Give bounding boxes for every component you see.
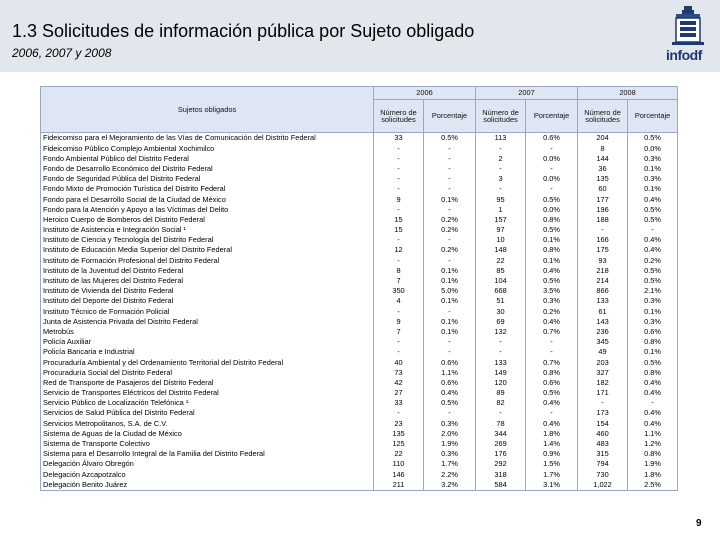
value-cell: 0.2% [424, 225, 476, 235]
value-cell: 157 [476, 215, 526, 225]
subject-name-cell: Heroico Cuerpo de Bomberos del Distrito Federal [41, 215, 374, 225]
col-pct-header: Porcentaje [424, 100, 476, 133]
value-cell: 4 [374, 296, 424, 306]
subject-name-cell: Sistema de Transporte Colectivo [41, 439, 374, 449]
subject-name-cell: Fondo de Seguridad Pública del Distrito Federal [41, 174, 374, 184]
value-cell: 173 [578, 408, 628, 418]
table-row [41, 225, 678, 235]
value-cell: 51 [476, 296, 526, 306]
value-cell: 2 [476, 153, 526, 163]
subject-name-cell: Red de Transporte de Pasajeros del Distrito Federal [41, 378, 374, 388]
table-row [41, 153, 678, 163]
subject-name-cell: Fideicomiso para el Mejoramiento de las Vías de Comunicación del Distrito Federal [41, 133, 374, 144]
subject-name-cell: Policía Auxiliar [41, 337, 374, 347]
value-cell: 315 [578, 449, 628, 459]
value-cell: 668 [476, 286, 526, 296]
value-cell: 2.5% [628, 479, 678, 490]
table-row [41, 357, 678, 367]
value-cell: 1,022 [578, 479, 628, 490]
value-cell: 0.3% [424, 449, 476, 459]
value-cell: 0.5% [628, 276, 678, 286]
subject-name-cell: Instituto de las Mujeres del Distrito Federal [41, 276, 374, 286]
value-cell: - [424, 255, 476, 265]
value-cell: 49 [578, 347, 628, 357]
value-cell: 0.2% [526, 306, 578, 316]
value-cell: - [476, 337, 526, 347]
value-cell: 0.2% [424, 245, 476, 255]
value-cell: 345 [578, 337, 628, 347]
value-cell: 0.4% [628, 194, 678, 204]
value-cell: 0.1% [628, 347, 678, 357]
page-title: 1.3 Solicitudes de información pública por Sujeto obligado [12, 21, 475, 41]
value-cell: 0.8% [526, 215, 578, 225]
value-cell: 3.2% [424, 479, 476, 490]
col-num-header: Número de solicitudes [578, 100, 628, 133]
year-header: 2007 [476, 87, 578, 100]
value-cell: 110 [374, 459, 424, 469]
table-row [41, 459, 678, 469]
value-cell: 15 [374, 225, 424, 235]
value-cell: 0.6% [424, 357, 476, 367]
subject-name-cell: Instituto de Formación Profesional del Distrito Federal [41, 255, 374, 265]
subject-name-cell: Fondo para la Atención y Apoyo a las Víctimas del Delito [41, 204, 374, 214]
value-cell: 0.8% [526, 367, 578, 377]
value-cell: 0.1% [424, 276, 476, 286]
table-row [41, 255, 678, 265]
subject-name-cell: Delegación Benito Juárez [41, 479, 374, 490]
value-cell: 1 [476, 204, 526, 214]
value-cell: 40 [374, 357, 424, 367]
value-cell: 211 [374, 479, 424, 490]
table-row [41, 408, 678, 418]
value-cell: 89 [476, 388, 526, 398]
value-cell: 42 [374, 378, 424, 388]
value-cell: 0.4% [424, 388, 476, 398]
table-row [41, 164, 678, 174]
value-cell: 0.1% [424, 194, 476, 204]
subject-name-cell: Sistema de Aguas de la Ciudad de México [41, 428, 374, 438]
table-row [41, 143, 678, 153]
value-cell: 1.7% [526, 469, 578, 479]
table-row [41, 306, 678, 316]
value-cell: 0.3% [628, 153, 678, 163]
value-cell: 0.4% [628, 245, 678, 255]
value-cell: 236 [578, 327, 628, 337]
value-cell: 146 [374, 469, 424, 479]
table-row [41, 367, 678, 377]
value-cell: - [424, 337, 476, 347]
value-cell: 135 [374, 428, 424, 438]
table-row [41, 449, 678, 459]
subject-name-cell: Junta de Asistencia Privada del Distrito Federal [41, 316, 374, 326]
value-cell: - [374, 337, 424, 347]
value-cell: 177 [578, 194, 628, 204]
value-cell: 0.0% [628, 143, 678, 153]
value-cell: 292 [476, 459, 526, 469]
value-cell: 95 [476, 194, 526, 204]
subject-name-cell: Procuraduría Ambiental y del Ordenamiento Territorial del Distrito Federal [41, 357, 374, 367]
table-row [41, 194, 678, 204]
subject-name-cell: Servicios de Salud Pública del Distrito Federal [41, 408, 374, 418]
value-cell: 0.4% [628, 418, 678, 428]
value-cell: 0.3% [628, 296, 678, 306]
value-cell: 350 [374, 286, 424, 296]
value-cell: - [526, 347, 578, 357]
value-cell: 36 [578, 164, 628, 174]
value-cell: - [476, 143, 526, 153]
subject-name-cell: Servicios Metropolitanos, S.A. de C.V. [41, 418, 374, 428]
subject-name-cell: Instituto de la Juventud del Distrito Federal [41, 265, 374, 275]
value-cell: - [526, 164, 578, 174]
value-cell: 188 [578, 215, 628, 225]
value-cell: - [424, 164, 476, 174]
table-row [41, 286, 678, 296]
table-row [41, 133, 678, 144]
value-cell: 0.5% [628, 204, 678, 214]
value-cell: 460 [578, 428, 628, 438]
subject-name-cell: Instituto de Educación Media Superior del Distrito Federal [41, 245, 374, 255]
col-num-header: Número de solicitudes [476, 100, 526, 133]
value-cell: - [374, 153, 424, 163]
table-row [41, 174, 678, 184]
subject-name-cell: Policía Bancaria e Industrial [41, 347, 374, 357]
col-num-header: Número de solicitudes [374, 100, 424, 133]
value-cell: 1.7% [424, 459, 476, 469]
value-cell: - [424, 408, 476, 418]
value-cell: 10 [476, 235, 526, 245]
value-cell: 23 [374, 418, 424, 428]
value-cell: - [374, 235, 424, 245]
value-cell: 22 [374, 449, 424, 459]
value-cell: 1.9% [424, 439, 476, 449]
value-cell: 0.8% [628, 337, 678, 347]
value-cell: 97 [476, 225, 526, 235]
table-row [41, 388, 678, 398]
table-row [41, 235, 678, 245]
value-cell: 0.3% [526, 296, 578, 306]
page-number: 9 [696, 518, 702, 529]
value-cell: 2.0% [424, 428, 476, 438]
value-cell: 0.4% [628, 378, 678, 388]
value-cell: 0.1% [628, 184, 678, 194]
value-cell: 0.6% [628, 327, 678, 337]
page-header [0, 0, 720, 72]
value-cell: 203 [578, 357, 628, 367]
value-cell: 166 [578, 235, 628, 245]
value-cell: 1.1% [424, 367, 476, 377]
value-cell: 125 [374, 439, 424, 449]
value-cell: 0.4% [628, 388, 678, 398]
subject-name-cell: Instituto de Ciencia y Tecnología del Distrito Federal [41, 235, 374, 245]
value-cell: 171 [578, 388, 628, 398]
value-cell: 866 [578, 286, 628, 296]
subject-name-cell: Fondo Mixto de Promoción Turística del Distrito Federal [41, 184, 374, 194]
table-row [41, 398, 678, 408]
value-cell: 175 [578, 245, 628, 255]
value-cell: - [476, 408, 526, 418]
value-cell: 113 [476, 133, 526, 144]
value-cell: - [374, 143, 424, 153]
value-cell: 133 [476, 357, 526, 367]
table-row [41, 215, 678, 225]
value-cell: 0.8% [628, 367, 678, 377]
value-cell: 27 [374, 388, 424, 398]
value-cell: 22 [476, 255, 526, 265]
value-cell: 148 [476, 245, 526, 255]
value-cell: 214 [578, 276, 628, 286]
value-cell: - [424, 347, 476, 357]
value-cell: - [424, 184, 476, 194]
table-row [41, 245, 678, 255]
value-cell: - [526, 143, 578, 153]
value-cell: 0.4% [526, 398, 578, 408]
value-cell: 33 [374, 398, 424, 408]
value-cell: 3.5% [526, 286, 578, 296]
value-cell: - [476, 184, 526, 194]
value-cell: 82 [476, 398, 526, 408]
value-cell: - [424, 204, 476, 214]
solicitudes-table [40, 86, 678, 491]
table-row [41, 479, 678, 490]
value-cell: 135 [578, 174, 628, 184]
value-cell: - [374, 184, 424, 194]
value-cell: 483 [578, 439, 628, 449]
value-cell: - [578, 398, 628, 408]
value-cell: - [424, 153, 476, 163]
value-cell: 176 [476, 449, 526, 459]
value-cell: 7 [374, 276, 424, 286]
subject-name-cell: Servicio Público de Localización Telefónica ¹ [41, 398, 374, 408]
value-cell: 0.1% [424, 327, 476, 337]
value-cell: 0.5% [526, 388, 578, 398]
value-cell: 218 [578, 265, 628, 275]
value-cell: 0.6% [526, 133, 578, 144]
subject-name-cell: Instituto de Vivienda del Distrito Federal [41, 286, 374, 296]
subject-name-cell: Fideicomiso Público Complejo Ambiental Xochimilco [41, 143, 374, 153]
value-cell: 0.8% [628, 449, 678, 459]
value-cell: 0.3% [628, 316, 678, 326]
value-cell: 3.1% [526, 479, 578, 490]
value-cell: 0.9% [526, 449, 578, 459]
value-cell: 120 [476, 378, 526, 388]
table-row [41, 265, 678, 275]
value-cell: 144 [578, 153, 628, 163]
col-pct-header: Porcentaje [628, 100, 678, 133]
value-cell: 0.0% [526, 174, 578, 184]
value-cell: 0.4% [526, 316, 578, 326]
value-cell: - [578, 225, 628, 235]
value-cell: 0.5% [424, 398, 476, 408]
value-cell: 0.6% [526, 378, 578, 388]
value-cell: 318 [476, 469, 526, 479]
value-cell: 1.8% [628, 469, 678, 479]
value-cell: - [374, 174, 424, 184]
value-cell: - [526, 408, 578, 418]
value-cell: 0.5% [628, 215, 678, 225]
value-cell: - [374, 347, 424, 357]
subject-header: Sujetos obligados [41, 87, 374, 133]
subject-name-cell: Delegación Azcapotzalco [41, 469, 374, 479]
value-cell: 133 [578, 296, 628, 306]
value-cell: - [374, 204, 424, 214]
value-cell: 73 [374, 367, 424, 377]
value-cell: 0.8% [526, 245, 578, 255]
value-cell: 0.5% [628, 357, 678, 367]
subject-name-cell: Instituto Técnico de Formación Policial [41, 306, 374, 316]
value-cell: 0.1% [628, 164, 678, 174]
value-cell: 0.5% [526, 225, 578, 235]
value-cell: 0.5% [424, 133, 476, 144]
value-cell: - [374, 306, 424, 316]
table-row [41, 439, 678, 449]
value-cell: 196 [578, 204, 628, 214]
table-row [41, 184, 678, 194]
value-cell: 0.5% [628, 133, 678, 144]
table-row [41, 276, 678, 286]
table-row [41, 347, 678, 357]
value-cell: 33 [374, 133, 424, 144]
value-cell: - [526, 184, 578, 194]
value-cell: - [424, 235, 476, 245]
table-row [41, 337, 678, 347]
subject-name-cell: Instituto de Asistencia e Integración Social ¹ [41, 225, 374, 235]
value-cell: 0.6% [424, 378, 476, 388]
value-cell: 154 [578, 418, 628, 428]
value-cell: 132 [476, 327, 526, 337]
value-cell: - [628, 225, 678, 235]
value-cell: 60 [578, 184, 628, 194]
subject-name-cell: Fondo Ambiental Público del Distrito Federal [41, 153, 374, 163]
value-cell: 1.9% [628, 459, 678, 469]
value-cell: 269 [476, 439, 526, 449]
value-cell: 0.1% [424, 316, 476, 326]
table-row [41, 316, 678, 326]
value-cell: 0.0% [526, 204, 578, 214]
value-cell: 61 [578, 306, 628, 316]
subject-name-cell: Instituto del Deporte del Distrito Federal [41, 296, 374, 306]
value-cell: 1.5% [526, 459, 578, 469]
value-cell: 327 [578, 367, 628, 377]
value-cell: 584 [476, 479, 526, 490]
year-header: 2006 [374, 87, 476, 100]
subject-name-cell: Fondo para el Desarrollo Social de la Ciudad de México [41, 194, 374, 204]
value-cell: - [374, 408, 424, 418]
table-row [41, 418, 678, 428]
table-row [41, 296, 678, 306]
value-cell: 0.4% [628, 235, 678, 245]
value-cell: 85 [476, 265, 526, 275]
value-cell: 1.8% [526, 428, 578, 438]
subject-name-cell: Procuraduría Social del Distrito Federal [41, 367, 374, 377]
value-cell: 69 [476, 316, 526, 326]
value-cell: 0.5% [526, 194, 578, 204]
subject-name-cell: Delegación Álvaro Obregón [41, 459, 374, 469]
value-cell: 93 [578, 255, 628, 265]
subject-name-cell: Metrobús [41, 327, 374, 337]
value-cell: 8 [374, 265, 424, 275]
value-cell: - [424, 174, 476, 184]
value-cell: 149 [476, 367, 526, 377]
value-cell: - [476, 347, 526, 357]
value-cell: 5.0% [424, 286, 476, 296]
value-cell: 0.5% [526, 276, 578, 286]
value-cell: 7 [374, 327, 424, 337]
value-cell: 9 [374, 316, 424, 326]
value-cell: 794 [578, 459, 628, 469]
year-header: 2008 [578, 87, 678, 100]
value-cell: 0.2% [628, 255, 678, 265]
col-pct-header: Porcentaje [526, 100, 578, 133]
value-cell: - [526, 337, 578, 347]
logo-wordmark: infodf [666, 47, 702, 63]
value-cell: 0.7% [526, 327, 578, 337]
value-cell: 0.4% [526, 265, 578, 275]
value-cell: 0.7% [526, 357, 578, 367]
value-cell: 78 [476, 418, 526, 428]
value-cell: 0.3% [424, 418, 476, 428]
value-cell: 9 [374, 194, 424, 204]
value-cell: 0.1% [424, 265, 476, 275]
value-cell: - [476, 164, 526, 174]
value-cell: 0.1% [424, 296, 476, 306]
value-cell: 0.4% [628, 408, 678, 418]
table-row [41, 204, 678, 214]
value-cell: 3 [476, 174, 526, 184]
value-cell: - [424, 143, 476, 153]
value-cell: 0.4% [526, 418, 578, 428]
value-cell: 30 [476, 306, 526, 316]
subject-name-cell: Fondo de Desarrollo Económico del Distrito Federal [41, 164, 374, 174]
value-cell: 182 [578, 378, 628, 388]
subject-name-cell: Sistema para el Desarrollo Integral de la Familia del Distrito Federal [41, 449, 374, 459]
table-body [41, 133, 678, 491]
value-cell: 0.1% [526, 235, 578, 245]
value-cell: 730 [578, 469, 628, 479]
page-subtitle: 2006, 2007 y 2008 [12, 46, 112, 60]
value-cell: 344 [476, 428, 526, 438]
city-monument-icon [662, 6, 714, 46]
value-cell: 0.5% [628, 265, 678, 275]
infodf-logo [662, 6, 714, 66]
value-cell: - [424, 306, 476, 316]
value-cell: - [374, 164, 424, 174]
value-cell: 12 [374, 245, 424, 255]
value-cell: - [374, 255, 424, 265]
value-cell: 143 [578, 316, 628, 326]
table-row [41, 428, 678, 438]
value-cell: 0.1% [628, 306, 678, 316]
value-cell: 0.2% [424, 215, 476, 225]
value-cell: 1.2% [628, 439, 678, 449]
value-cell: 204 [578, 133, 628, 144]
value-cell: 0.0% [526, 153, 578, 163]
table-row [41, 327, 678, 337]
table-row [41, 378, 678, 388]
value-cell: 1.4% [526, 439, 578, 449]
value-cell: 1.1% [628, 428, 678, 438]
value-cell: 0.3% [628, 174, 678, 184]
value-cell: 2.1% [628, 286, 678, 296]
table-row [41, 469, 678, 479]
value-cell: 2.2% [424, 469, 476, 479]
value-cell: 104 [476, 276, 526, 286]
value-cell: 0.1% [526, 255, 578, 265]
value-cell: 8 [578, 143, 628, 153]
subject-name-cell: Servicio de Transportes Eléctricos del Distrito Federal [41, 388, 374, 398]
value-cell: 15 [374, 215, 424, 225]
value-cell: - [628, 398, 678, 408]
